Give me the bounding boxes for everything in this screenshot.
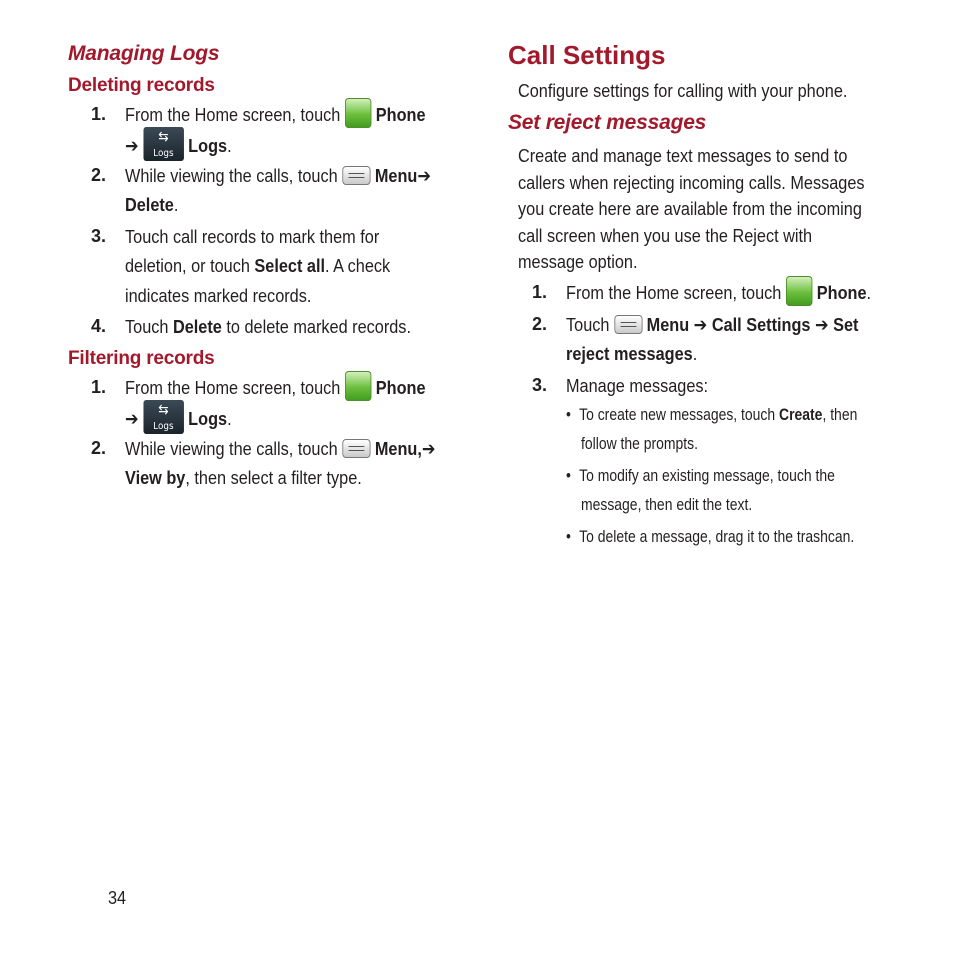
step-text-cont: ➔ ⇆ Logs Logs. (125, 128, 232, 159)
menu-icon (614, 315, 642, 334)
step-number: 2. (532, 314, 548, 334)
step-text: While viewing the calls, touch Menu➔ (125, 165, 432, 186)
phone-icon (345, 98, 371, 128)
step-number: 2. (91, 438, 107, 458)
step-text: Manage messages: (566, 375, 709, 396)
step-text-cont: reject messages. (566, 343, 698, 364)
step-number: 2. (91, 165, 107, 185)
subsection-title-reject: Set reject messages (508, 111, 707, 134)
subsection-title-filtering: Filtering records (68, 348, 215, 369)
step-text: Touch call records to mark them for (125, 226, 380, 247)
intro-text: Configure settings for calling with your phone. (518, 80, 848, 101)
step-number: 4. (91, 316, 107, 336)
step-text: From the Home screen, touch Phone (125, 100, 426, 131)
step-number: 1. (91, 377, 107, 397)
bullet-item: • To create new messages, touch Create, then (566, 405, 858, 424)
bullet-item-cont: follow the prompts. (581, 434, 699, 453)
step-number: 1. (532, 282, 548, 302)
phone-icon (786, 276, 812, 306)
step-text: Touch Menu ➔ Call Settings ➔ Set (566, 314, 859, 335)
subsection-title-deleting: Deleting records (68, 75, 215, 96)
step-text-cont: View by, then select a filter type. (125, 467, 362, 488)
page-number: 34 (108, 887, 127, 908)
logs-icon: ⇆ Logs (143, 400, 183, 434)
step-text: From the Home screen, touch Phone. (566, 278, 871, 309)
step-number: 1. (91, 104, 107, 124)
section-title-managing-logs: Managing Logs (68, 42, 220, 65)
description-paragraph: Create and manage text messages to send to callers when rejecting incoming calls. Messages you create here are available from the incoming call screen when you use the Reject with message option. (518, 145, 865, 272)
step-text: While viewing the calls, touch Menu,➔ (125, 438, 436, 459)
menu-icon (342, 166, 370, 185)
step-text: From the Home screen, touch Phone (125, 373, 426, 404)
bullet-item-cont: message, then edit the text. (581, 495, 753, 514)
step-text-cont: deletion, or touch Select all. A check (125, 255, 391, 276)
bullet-item: • To modify an existing message, touch the (566, 466, 835, 485)
bullet-item: • To delete a message, drag it to the trashcan. (566, 527, 855, 546)
logs-icon: ⇆ Logs (143, 127, 183, 161)
step-text-cont: indicates marked records. (125, 285, 312, 306)
step-text-cont: ➔ ⇆ Logs Logs. (125, 401, 232, 432)
step-text-cont: Delete. (125, 194, 179, 215)
phone-icon (345, 371, 371, 401)
step-text: Touch Delete to delete marked records. (125, 316, 411, 337)
step-number: 3. (91, 226, 107, 246)
step-number: 3. (532, 375, 548, 395)
page-title: Call Settings (508, 40, 666, 70)
menu-icon (342, 439, 370, 458)
